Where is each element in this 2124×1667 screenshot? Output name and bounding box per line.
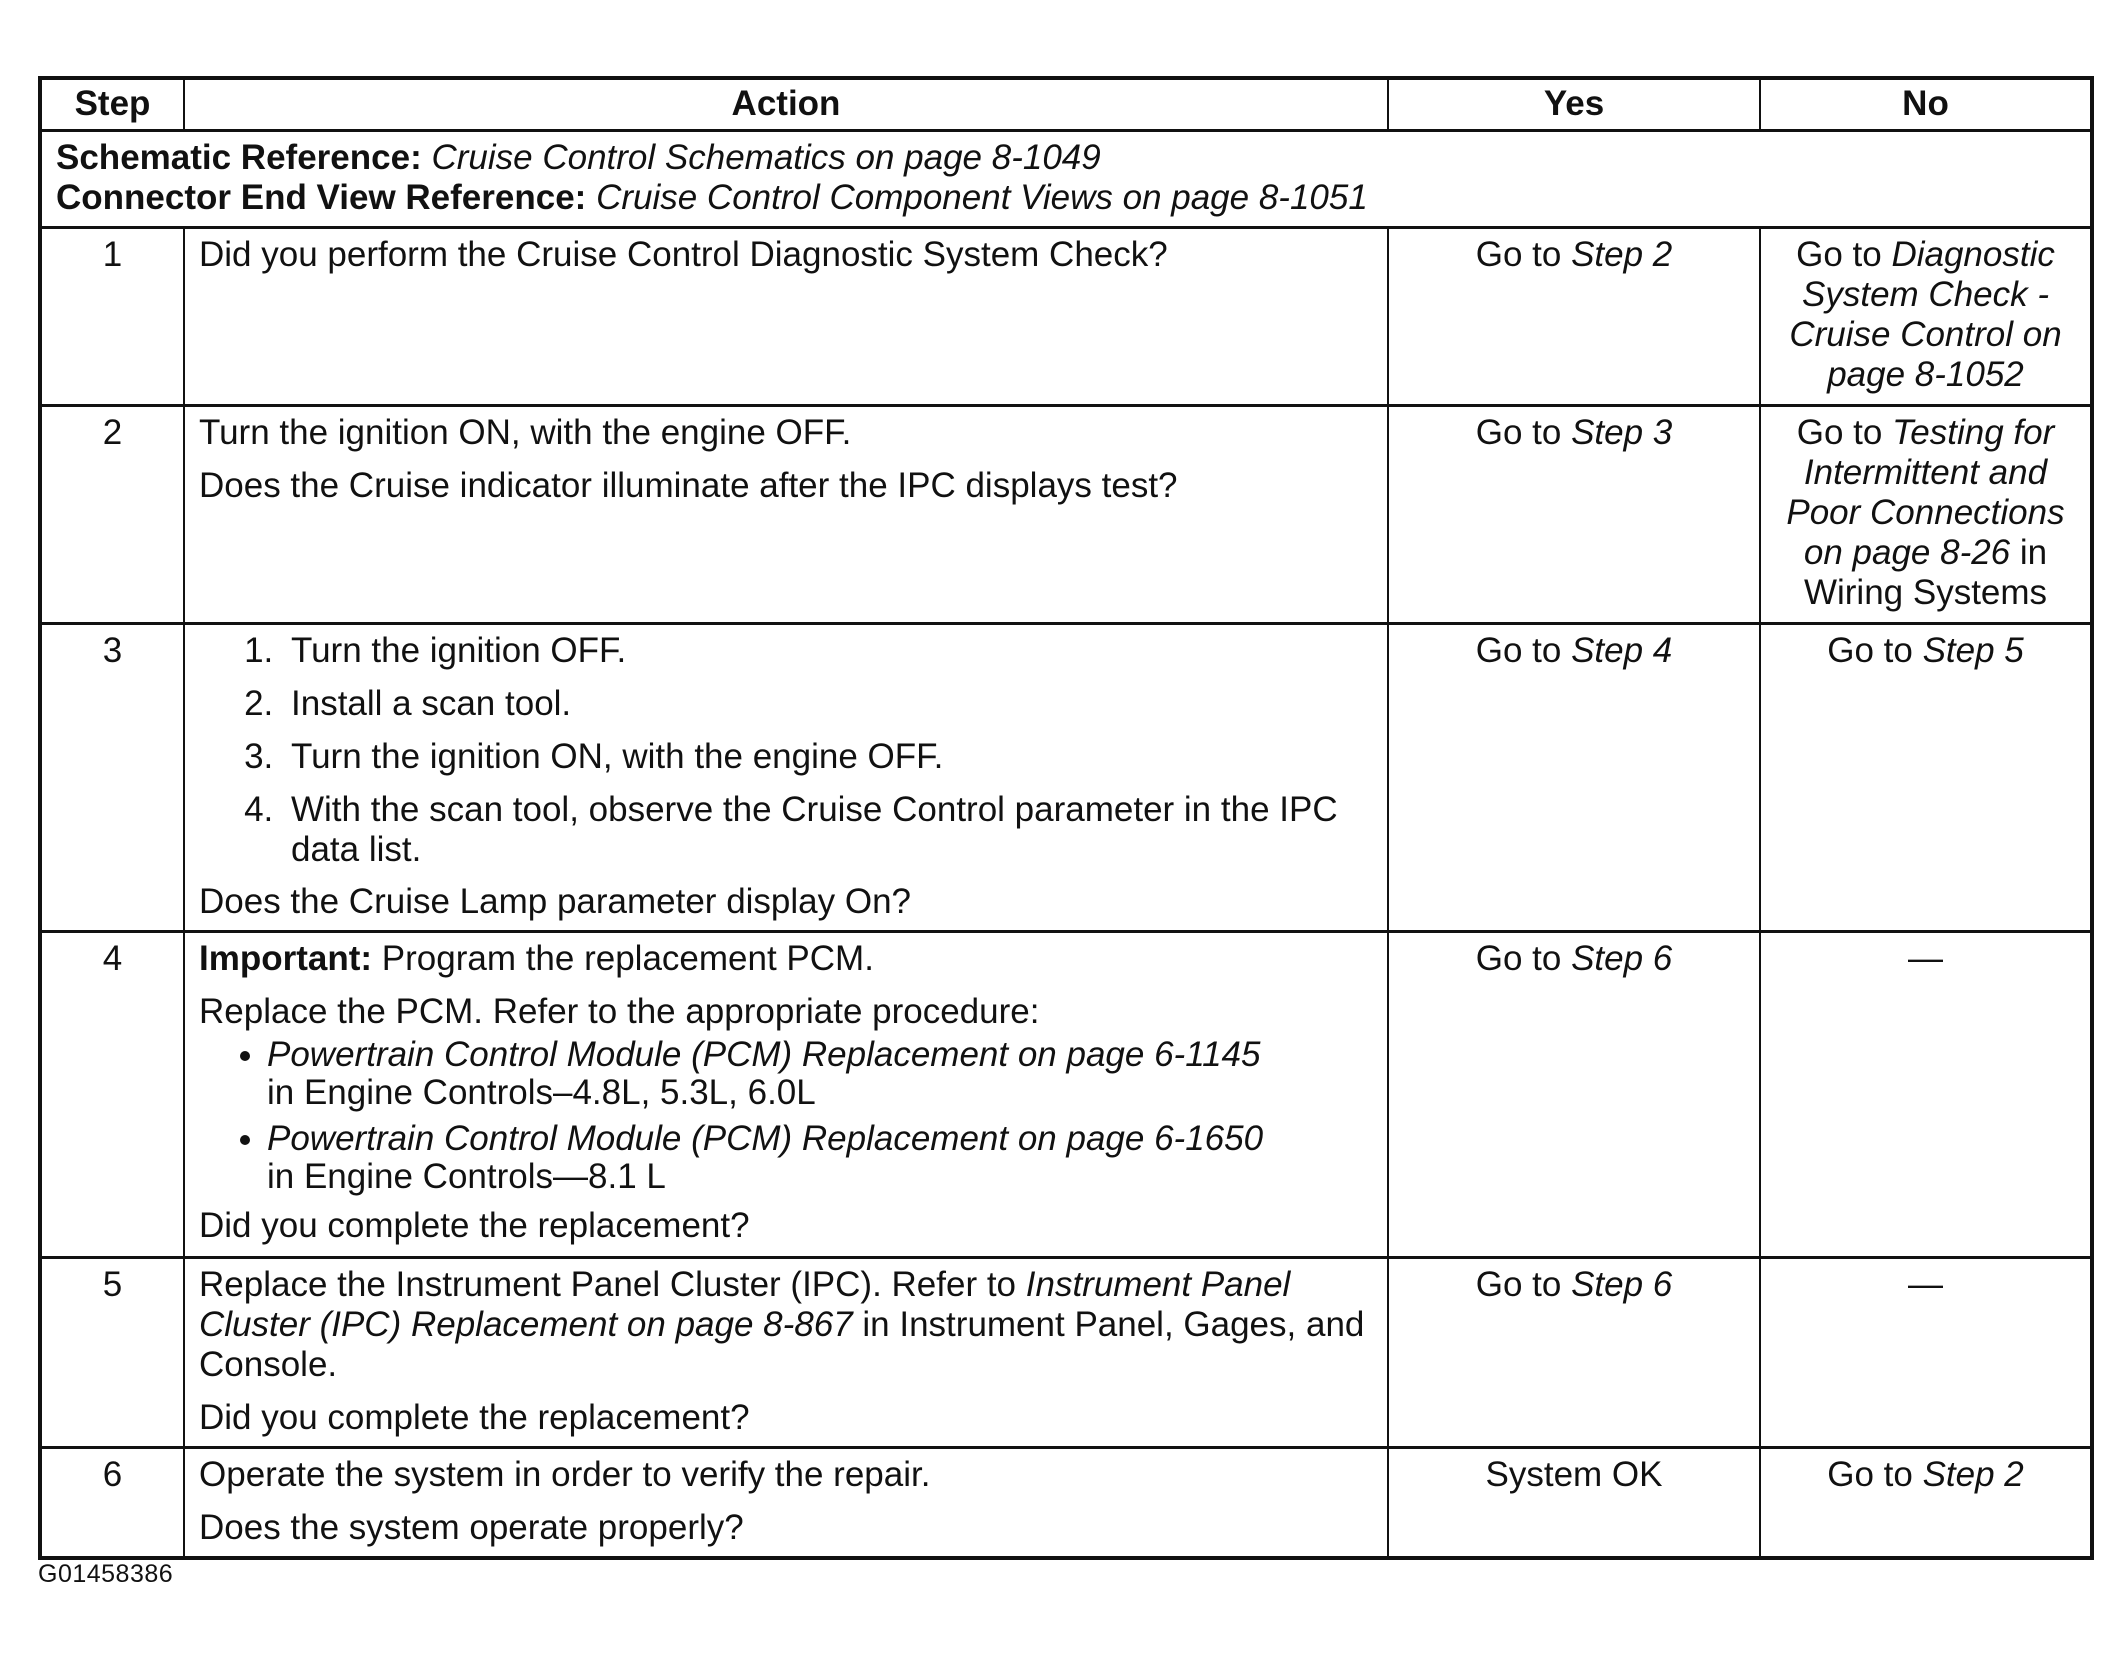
yes-step-link[interactable]: Step 6 [1571, 938, 1673, 978]
yes-step-link[interactable]: Step 2 [1571, 234, 1673, 274]
no-cell [1760, 405, 2092, 623]
important-text: Program the replacement PCM. [381, 938, 874, 978]
no-cell [1760, 1447, 2092, 1558]
no-prefix: Go to [1796, 234, 1882, 274]
action-prefix: Replace the Instrument Panel Cluster (IPC). Refer to [199, 1264, 1017, 1304]
action-question: Does the Cruise indicator illuminate after the IPC displays test? [199, 465, 1178, 505]
table-header-row [40, 78, 2092, 130]
procedure-link[interactable]: Powertrain Control Module (PCM) Replacement on page 6-1145 [267, 1034, 1261, 1074]
yes-cell [1388, 931, 1760, 1257]
action-instruction [199, 1265, 1373, 1385]
action-question: Did you perform the Cruise Control Diagnostic System Check? [199, 234, 1168, 274]
connector-reference-link[interactable]: Cruise Control Component Views on page 8-1051 [596, 177, 1368, 217]
yes-cell [1388, 1257, 1760, 1447]
no-step-link[interactable]: Step 2 [1922, 1454, 2024, 1494]
no-cell [1760, 623, 2092, 931]
connector-reference-label: Connector End View Reference: [56, 177, 587, 217]
action-cell [184, 1257, 1388, 1447]
list-item [267, 1120, 1373, 1196]
step-number: 4 [40, 931, 184, 1257]
no-procedure-link[interactable]: Diagnostic System Check - Cruise Control on page 8-1052 [1789, 234, 2062, 394]
no-cell [1760, 1257, 2092, 1447]
procedure-suffix: in Engine Controls—8.1 L [267, 1156, 666, 1196]
step-number: 1 [40, 227, 184, 405]
important-note [199, 939, 1373, 979]
yes-prefix: Go to [1475, 630, 1562, 670]
no-cell [1760, 931, 2092, 1257]
table-row [40, 405, 2092, 623]
step-number: 2 [40, 405, 184, 623]
action-cell [184, 931, 1388, 1257]
table-row [40, 1257, 2092, 1447]
schematic-reference [56, 138, 2076, 178]
reference-cell [40, 130, 2092, 227]
yes-prefix: Go to [1475, 234, 1562, 274]
action-instruction: Turn the ignition ON, with the engine OFF. [199, 412, 852, 452]
procedure-step: 4. With the scan tool, observe the Cruise Control parameter in the IPC data list. [283, 790, 1373, 870]
action-cell [184, 623, 1388, 931]
procedure-bullets [199, 1036, 1373, 1196]
header-step: Step [40, 78, 184, 130]
procedure-link[interactable]: Powertrain Control Module (PCM) Replacement on page 6-1650 [267, 1118, 1264, 1158]
no-procedure-link[interactable]: Testing for Intermittent and Poor Connections on page 8-26 [1786, 412, 2065, 572]
diagnostic-table-sheet [38, 76, 2090, 1560]
yes-result: System OK [1485, 1454, 1663, 1494]
yes-step-link[interactable]: Step 6 [1571, 1264, 1673, 1304]
action-question: Did you complete the replacement? [199, 1205, 750, 1245]
yes-prefix: Go to [1475, 1264, 1562, 1304]
yes-cell [1388, 1447, 1760, 1558]
schematic-reference-link[interactable]: Cruise Control Schematics on page 8-1049 [431, 137, 1101, 177]
action-cell [184, 1447, 1388, 1558]
no-cell [1760, 227, 2092, 405]
action-cell [184, 227, 1388, 405]
no-prefix: Go to [1827, 630, 1913, 670]
yes-cell [1388, 227, 1760, 405]
table-row [40, 931, 2092, 1257]
diagnostic-table [38, 76, 2094, 1560]
table-row [40, 623, 2092, 931]
action-instruction: Replace the PCM. Refer to the appropriate procedure: [199, 991, 1040, 1031]
step-number: 3 [40, 623, 184, 931]
yes-cell [1388, 405, 1760, 623]
yes-prefix: Go to [1475, 412, 1562, 452]
procedure-step: 2. Install a scan tool. [283, 684, 1373, 724]
no-step-link[interactable]: Step 5 [1922, 630, 2024, 670]
connector-reference [56, 178, 2076, 218]
table-row [40, 1447, 2092, 1558]
yes-cell [1388, 623, 1760, 931]
procedure-step: 3. Turn the ignition ON, with the engine OFF. [283, 737, 1373, 777]
step-number: 6 [40, 1447, 184, 1558]
reference-row [40, 130, 2092, 227]
no-dash: — [1908, 938, 1943, 978]
header-action: Action [184, 78, 1388, 130]
action-question: Does the system operate properly? [199, 1507, 744, 1547]
no-prefix: Go to [1796, 412, 1883, 452]
yes-step-link[interactable]: Step 4 [1571, 630, 1673, 670]
yes-step-link[interactable]: Step 3 [1571, 412, 1673, 452]
procedure-link[interactable]: Instrument Panel Cluster (IPC) Replacement on page 8-867 [199, 1264, 1291, 1344]
no-suffix: in Wiring Systems [1803, 532, 2048, 612]
table-row [40, 227, 2092, 405]
procedure-suffix: in Engine Controls–4.8L, 5.3L, 6.0L [267, 1072, 816, 1112]
action-suffix: in Instrument Panel, Gages, and Console. [199, 1304, 1365, 1384]
action-question: Does the Cruise Lamp parameter display On? [199, 881, 912, 921]
schematic-reference-label: Schematic Reference: [56, 137, 422, 177]
important-label: Important: [199, 938, 373, 978]
header-no: No [1760, 78, 2092, 130]
step-number: 5 [40, 1257, 184, 1447]
action-cell [184, 405, 1388, 623]
no-prefix: Go to [1827, 1454, 1913, 1494]
action-question: Did you complete the replacement? [199, 1397, 750, 1437]
header-yes: Yes [1388, 78, 1760, 130]
figure-id: G01458386 [38, 1560, 174, 1588]
action-instruction: Operate the system in order to verify the repair. [199, 1454, 931, 1494]
procedure-list [199, 631, 1373, 870]
list-item [267, 1036, 1373, 1112]
procedure-step: 1. Turn the ignition OFF. [283, 631, 1373, 671]
yes-prefix: Go to [1475, 938, 1562, 978]
no-dash: — [1908, 1264, 1943, 1304]
